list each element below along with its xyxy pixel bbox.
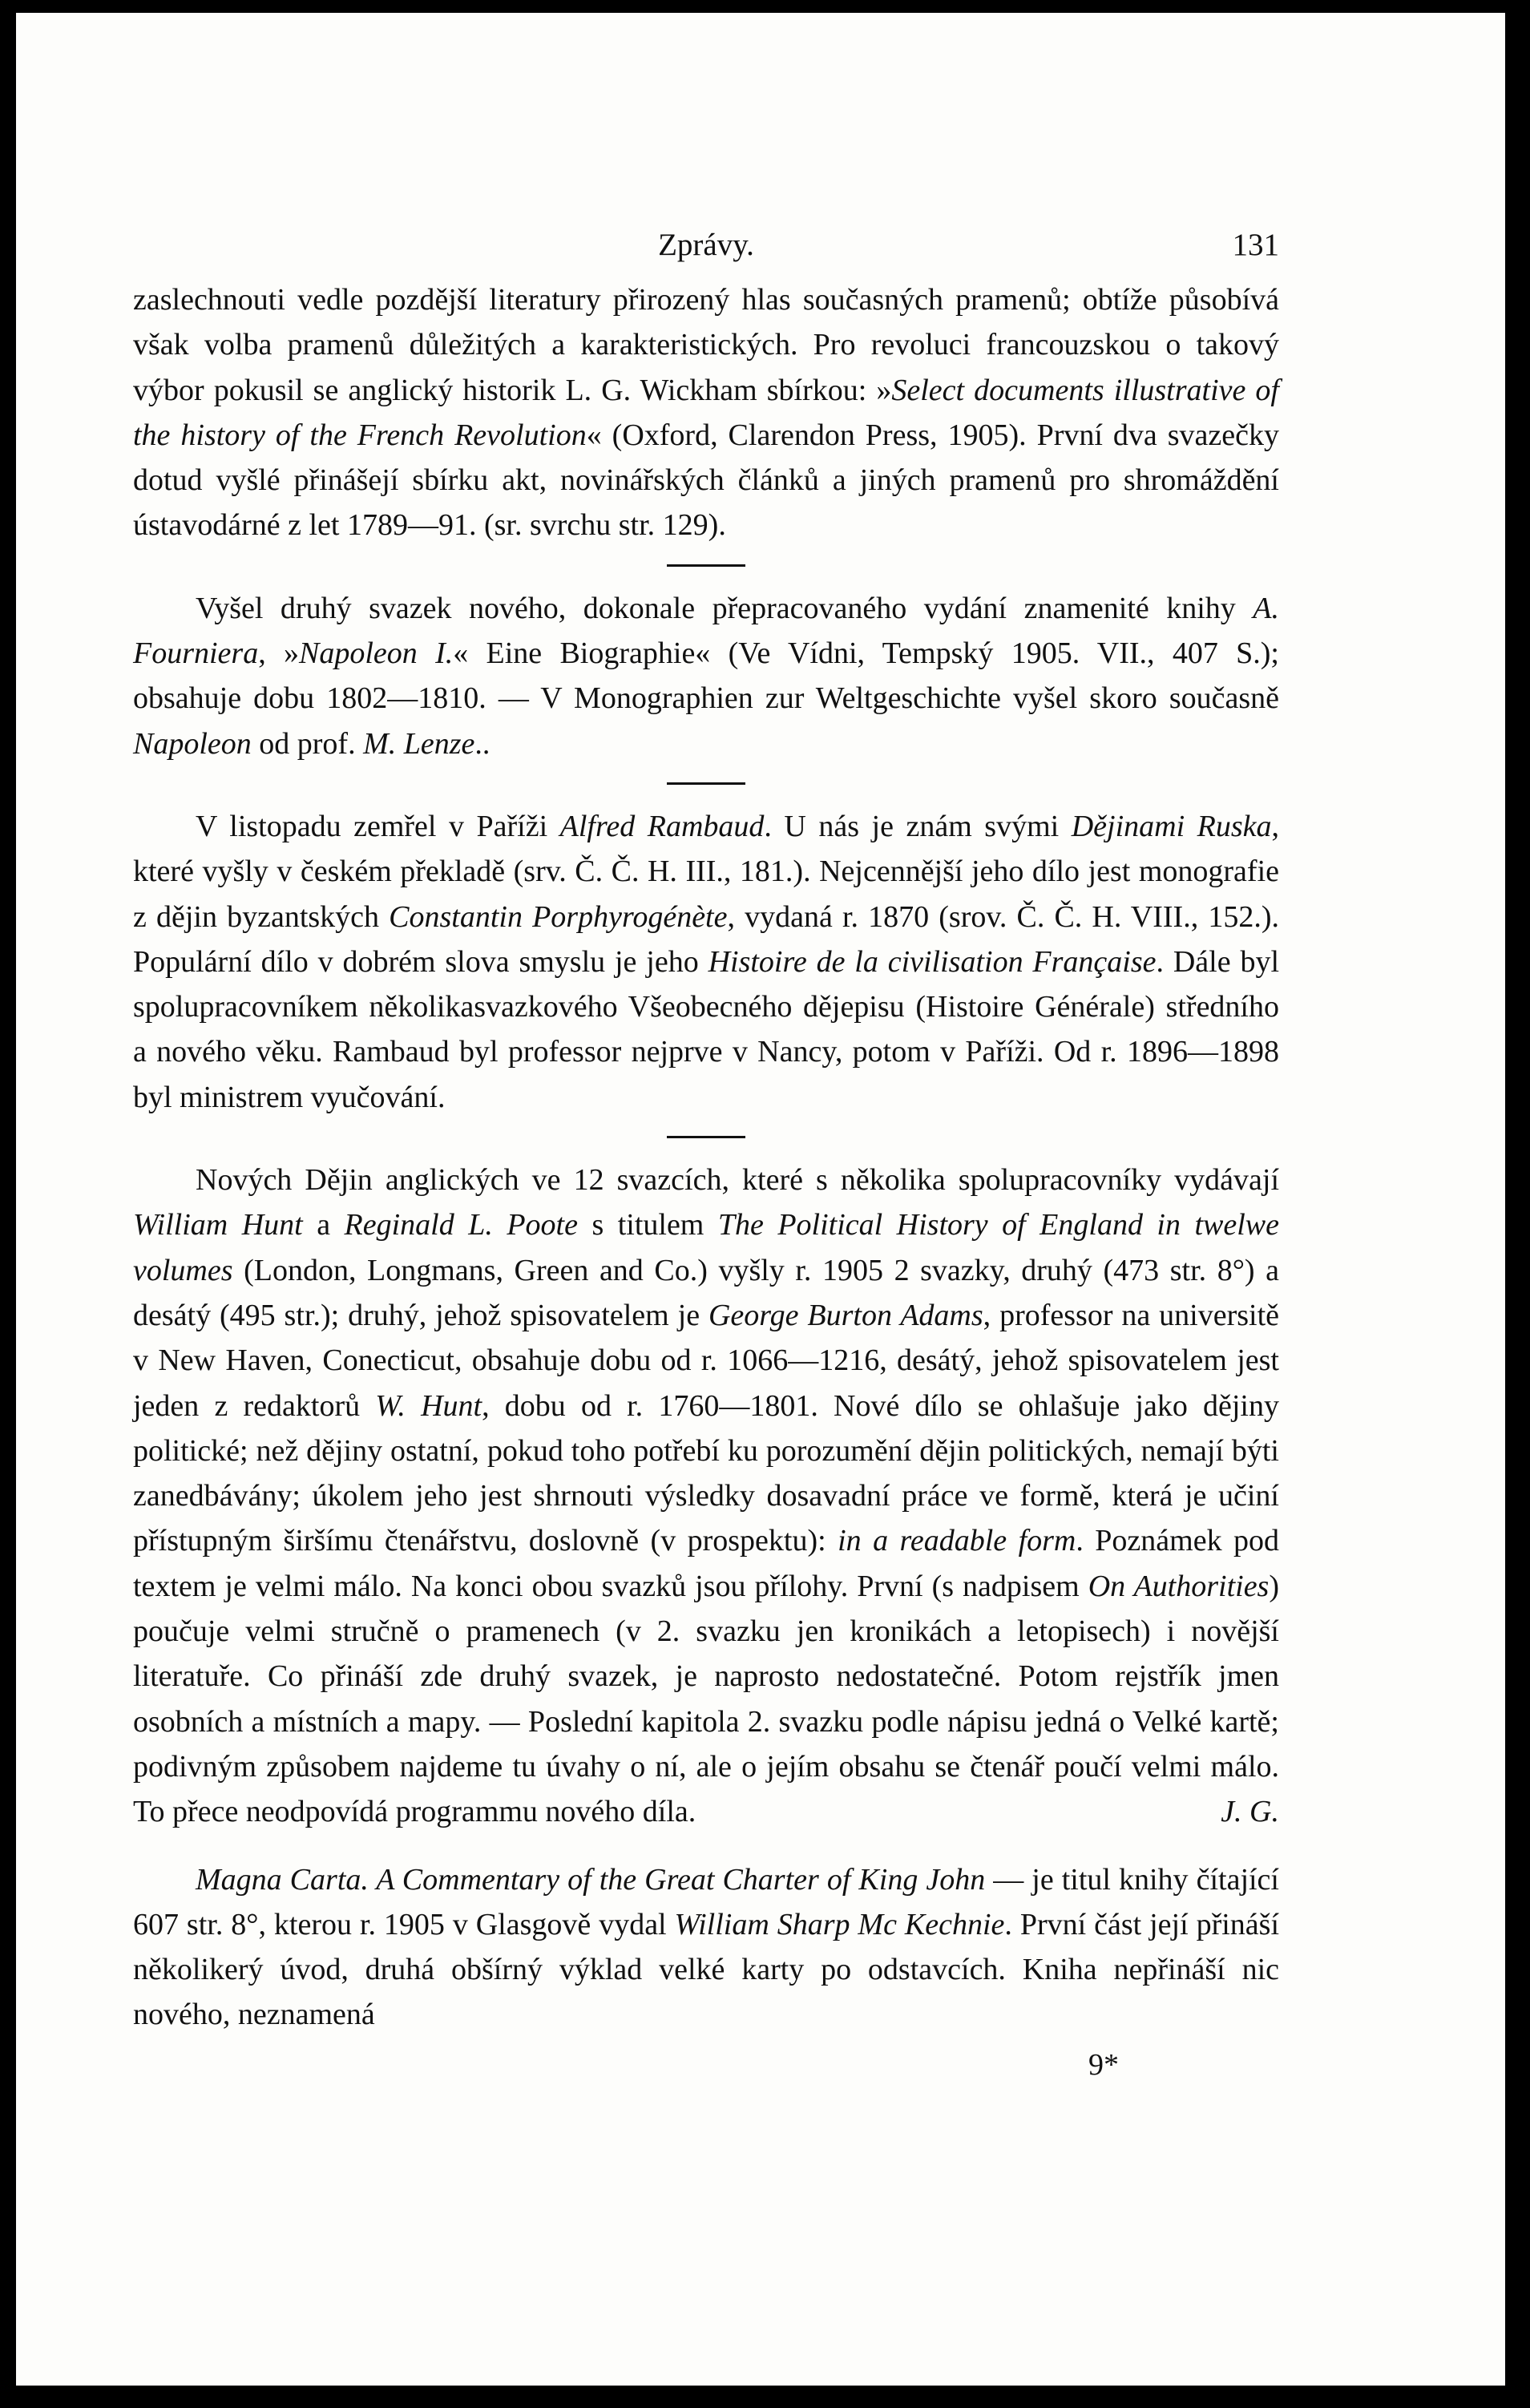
text-run: (London, Longmans, Green and Co.) vyšly r. 1905 2 svazky, druhý (473 str. 8°) a desátý (495 str.); druhý, jehož spisovatelem je bbox=[133, 1253, 1279, 1332]
italic-text: Dějinami Ruska bbox=[1071, 809, 1272, 843]
italic-text: Constantin Porphyrogénète bbox=[389, 899, 728, 934]
italic-text: Napoleon bbox=[133, 726, 252, 761]
paragraph-wickham bbox=[133, 277, 1279, 548]
italic-text: Select documents illustrative of the history of the French Revolution bbox=[133, 373, 1279, 452]
text-run: — je titul knihy čítající 607 str. 8°, kterou r. 1905 v Glasgově vydal bbox=[133, 1862, 1279, 1941]
italic-text: On Authorities bbox=[1088, 1569, 1270, 1603]
section-divider bbox=[667, 782, 745, 785]
text-run: . U nás je znám svými bbox=[764, 809, 1072, 843]
text-run: « Eine Biographie« (Ve Vídni, Tempský 1905. VII., 407 S.); obsahuje dobu 1802—1810. — V Monographien zur Weltgeschichte vyšel skoro současně bbox=[133, 636, 1279, 716]
paragraph-rambaud bbox=[133, 804, 1279, 1120]
text-run: od prof. bbox=[251, 726, 364, 761]
text-run: , » bbox=[258, 636, 300, 671]
italic-text: W. Hunt bbox=[375, 1388, 482, 1423]
page-header bbox=[133, 223, 1279, 263]
italic-text: Alfred Rambaud bbox=[559, 809, 765, 843]
text-run: Vyšel druhý svazek nového, dokonale přepracovaného vydání znamenité knihy bbox=[196, 591, 1253, 625]
italic-text: A. Fourniera bbox=[133, 591, 1279, 671]
text-run: , dobu od r. 1760—1801. Nové dílo se ohlašuje jako dějiny politické; než dějiny ostatní, pokud toho potřebí ku porozumění dějin politických, nemají býti zanedbávány; úkolem jeho jest shrnouti výsledky dosavadní práce ve formě, která je učiní přístupným širšímu čtenářstvu, doslovně (v prospektu): bbox=[133, 1388, 1279, 1558]
paragraph-political-history bbox=[133, 1158, 1279, 1834]
text-run: V listopadu zemřel v Paříži bbox=[196, 809, 560, 843]
section-divider bbox=[667, 564, 745, 567]
signature-mark: 9* bbox=[1088, 2047, 1119, 2082]
text-run: ) poučuje velmi stručně o pramenech (v 2. svazku jen kronikách a letopisech) i novější literatuře. Co přináší zde druhý svazek, je naprosto nedostatečné. Potom rejstřík jmen osobních a místních a mapy. — Poslední kapitola 2. svazku podle nápisu jedná o Velké kartě; podivným způsobem najdeme tu úvahy o ní, ale o jejím obsahu se čtenář poučí velmi málo. To přece neodpovídá programmu nového díla. bbox=[133, 1569, 1280, 1829]
italic-text: Histoire de la civilisation Française bbox=[708, 944, 1157, 979]
text-run: , které vyšly v českém překladě (srv. Č. Č. H. III., 181.). Nejcennější jeho dílo jest monografie z dějin byzantských bbox=[133, 809, 1280, 934]
italic-text: George Burton Adams bbox=[708, 1298, 983, 1332]
paragraph-fournier bbox=[133, 586, 1279, 766]
paragraph-magna-carta bbox=[133, 1857, 1279, 2038]
document-page bbox=[16, 13, 1505, 2386]
italic-text: Reginald L. Poote bbox=[344, 1208, 578, 1242]
text-run: Nových Dějin anglických ve 12 svazcích, které s několika spolupracovníky vydávají bbox=[196, 1163, 1279, 1198]
page-content bbox=[133, 223, 1279, 2087]
author-signature: J. G. bbox=[1221, 1795, 1279, 1829]
running-title: Zprávy. bbox=[658, 228, 754, 262]
text-run: . Poznámek pod textem je velmi málo. Na konci obou svazků jsou přílohy. První (s nadpisem bbox=[133, 1524, 1279, 1603]
italic-text: M. Lenze bbox=[363, 726, 475, 761]
text-run: « (Oxford, Clarendon Press, 1905). První dva svazečky dotud vyšlé přinášejí sbírku akt, novinářských článků a jiných pramenů pro shromáždění ústavodárné z let 1789—91. (sr. svrchu str. 129). bbox=[133, 418, 1279, 543]
text-run: zaslechnouti vedle pozdější literatury přirozený hlas současných pramenů; obtíže působívá však volba pramenů důležitých a karakteristických. Pro revoluci francouzskou o takový výbor pokusil se anglický historik L. G. Wickham sbírkou: » bbox=[133, 283, 1279, 407]
page-number: 131 bbox=[1232, 228, 1279, 262]
italic-text: Napoleon I. bbox=[299, 636, 454, 671]
italic-text: William Sharp Mc Kechnie bbox=[674, 1907, 1005, 1941]
text-run: , vydaná r. 1870 (srov. Č. Č. H. VIII., 152.). Populární dílo v dobrém slova smyslu je jeho bbox=[133, 899, 1279, 979]
section-divider bbox=[667, 1136, 745, 1138]
text-run: s titulem bbox=[577, 1208, 718, 1242]
text-run: .. bbox=[474, 726, 490, 761]
text-run: a bbox=[302, 1208, 345, 1242]
text-run: , professor na universitě v New Haven, Conecticut, obsahuje dobu od r. 1066—1216, desátý, jehož spisovatelem jest jeden z redaktorů bbox=[133, 1298, 1279, 1423]
italic-text: in a readable form bbox=[838, 1524, 1076, 1558]
text-run: . První část její přináší několikerý úvod, druhá obšírný výklad velké karty po odstavcích. Kniha nepřináší nic nového, neznamená bbox=[133, 1907, 1279, 2032]
italic-text: Magna Carta. A Commentary of the Great Charter of King John bbox=[196, 1862, 986, 1897]
italic-text: The Political History of England in twelwe volumes bbox=[133, 1208, 1279, 1287]
text-run: . Dále byl spolupracovníkem několikasvazkového Všeobecného dějepisu (Histoire Générale) středního a nového věku. Rambaud byl professor nejprve v Nancy, potom v Paříži. Od r. 1896—1898 byl ministrem vyučování. bbox=[133, 944, 1279, 1114]
italic-text: William Hunt bbox=[133, 1208, 303, 1242]
